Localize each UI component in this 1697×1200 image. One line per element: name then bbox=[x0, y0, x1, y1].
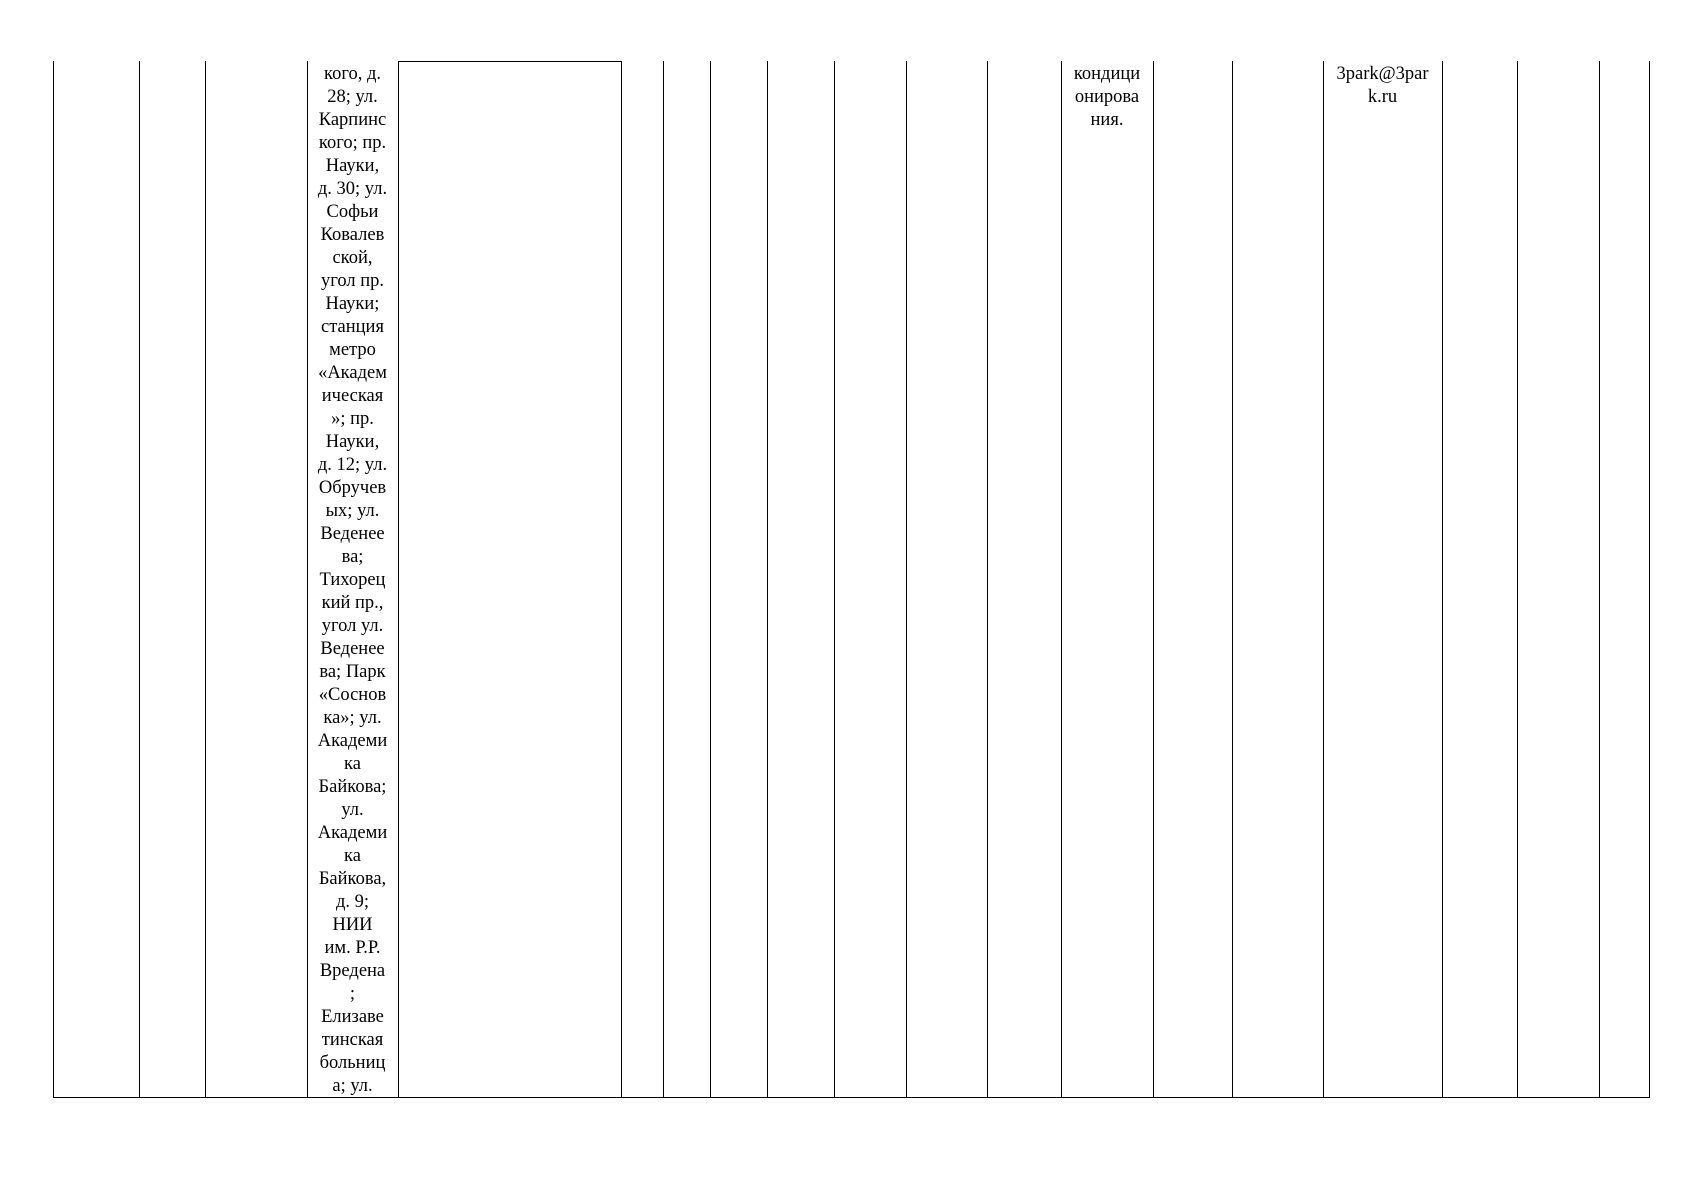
column-divider bbox=[1323, 61, 1324, 1097]
column-divider bbox=[663, 61, 664, 1097]
address-line: ых; ул. bbox=[325, 501, 380, 521]
address-line: Байкова, bbox=[318, 869, 387, 889]
column-divider bbox=[1442, 61, 1443, 1097]
address-line: д. 30; ул. bbox=[317, 179, 388, 199]
column-divider bbox=[621, 61, 622, 1097]
column-divider bbox=[1153, 61, 1154, 1097]
address-line: ка bbox=[344, 846, 361, 866]
condition-line: кондици bbox=[1073, 64, 1141, 84]
address-line: «Соснов bbox=[318, 685, 387, 705]
column-divider bbox=[1599, 61, 1600, 1097]
address-line: больниц bbox=[319, 1053, 386, 1073]
address-line: Науки, bbox=[325, 432, 380, 452]
address-line: д. 12; ул. bbox=[317, 455, 388, 475]
column-divider bbox=[205, 61, 206, 1097]
column-divider bbox=[987, 61, 988, 1097]
address-line: Карпинс bbox=[318, 110, 387, 130]
address-line: ка»; ул. bbox=[323, 708, 382, 728]
column-divider bbox=[1232, 61, 1233, 1097]
address-line: им. Р.Р. bbox=[324, 938, 381, 958]
address-line: Вредена bbox=[319, 961, 386, 981]
column-divider bbox=[53, 61, 54, 1097]
address-line: 28; ул. bbox=[327, 87, 378, 107]
address-line: Академи bbox=[317, 731, 388, 751]
address-line: ва; Парк bbox=[319, 662, 386, 682]
column-divider bbox=[1517, 61, 1518, 1097]
address-line: Обручев bbox=[318, 478, 387, 498]
email-line: 3park@3par bbox=[1336, 64, 1429, 84]
email-cell-text bbox=[1323, 63, 1442, 109]
address-line: »; пр. bbox=[331, 409, 374, 429]
address-line: кий пр., bbox=[321, 593, 384, 613]
column-divider bbox=[767, 61, 768, 1097]
address-line: Елизаве bbox=[321, 1007, 384, 1027]
address-line: Веденее bbox=[320, 524, 385, 544]
address-line: Ковалев bbox=[320, 225, 385, 245]
address-line: Тихорец bbox=[319, 570, 386, 590]
column-divider bbox=[139, 61, 140, 1097]
address-line: угол пр. bbox=[320, 271, 384, 291]
address-line: ской, bbox=[332, 248, 373, 268]
address-line: метро bbox=[329, 340, 376, 360]
address-line: тинская bbox=[321, 1030, 384, 1050]
address-line: ическая bbox=[321, 386, 384, 406]
condition-cell-text bbox=[1061, 63, 1153, 132]
address-line: станция bbox=[321, 317, 384, 337]
document-table bbox=[53, 61, 1650, 1098]
address-line: Академи bbox=[317, 823, 388, 843]
condition-line: онирова bbox=[1074, 87, 1140, 107]
address-line: «Академ bbox=[318, 363, 387, 383]
address-line: Софьи bbox=[326, 202, 379, 222]
column-divider bbox=[906, 61, 907, 1097]
address-line: ; bbox=[349, 984, 356, 1004]
address-line: Веденее bbox=[320, 639, 385, 659]
address-line: ул. bbox=[341, 800, 364, 820]
address-line: Байкова; bbox=[318, 777, 387, 797]
column-divider bbox=[1061, 61, 1062, 1097]
address-line: кого, д. bbox=[324, 64, 381, 84]
address-line: угол ул. bbox=[321, 616, 384, 636]
address-line: кого; пр. bbox=[318, 133, 387, 153]
column-divider bbox=[398, 61, 399, 1097]
address-line: ва; bbox=[341, 547, 364, 567]
address-line: д. 9; bbox=[335, 892, 370, 912]
condition-line: ния. bbox=[1090, 110, 1124, 130]
address-line: Науки, bbox=[325, 156, 380, 176]
email-line: k.ru bbox=[1367, 87, 1398, 107]
address-line: ка bbox=[344, 754, 361, 774]
address-cell-text bbox=[307, 63, 398, 1098]
column-divider bbox=[1649, 61, 1650, 1097]
address-line: НИИ bbox=[332, 915, 373, 935]
column-divider bbox=[710, 61, 711, 1097]
column-divider bbox=[834, 61, 835, 1097]
cell-top-border bbox=[398, 61, 621, 62]
address-line: а; ул. bbox=[332, 1076, 373, 1096]
address-line: Науки; bbox=[325, 294, 380, 314]
